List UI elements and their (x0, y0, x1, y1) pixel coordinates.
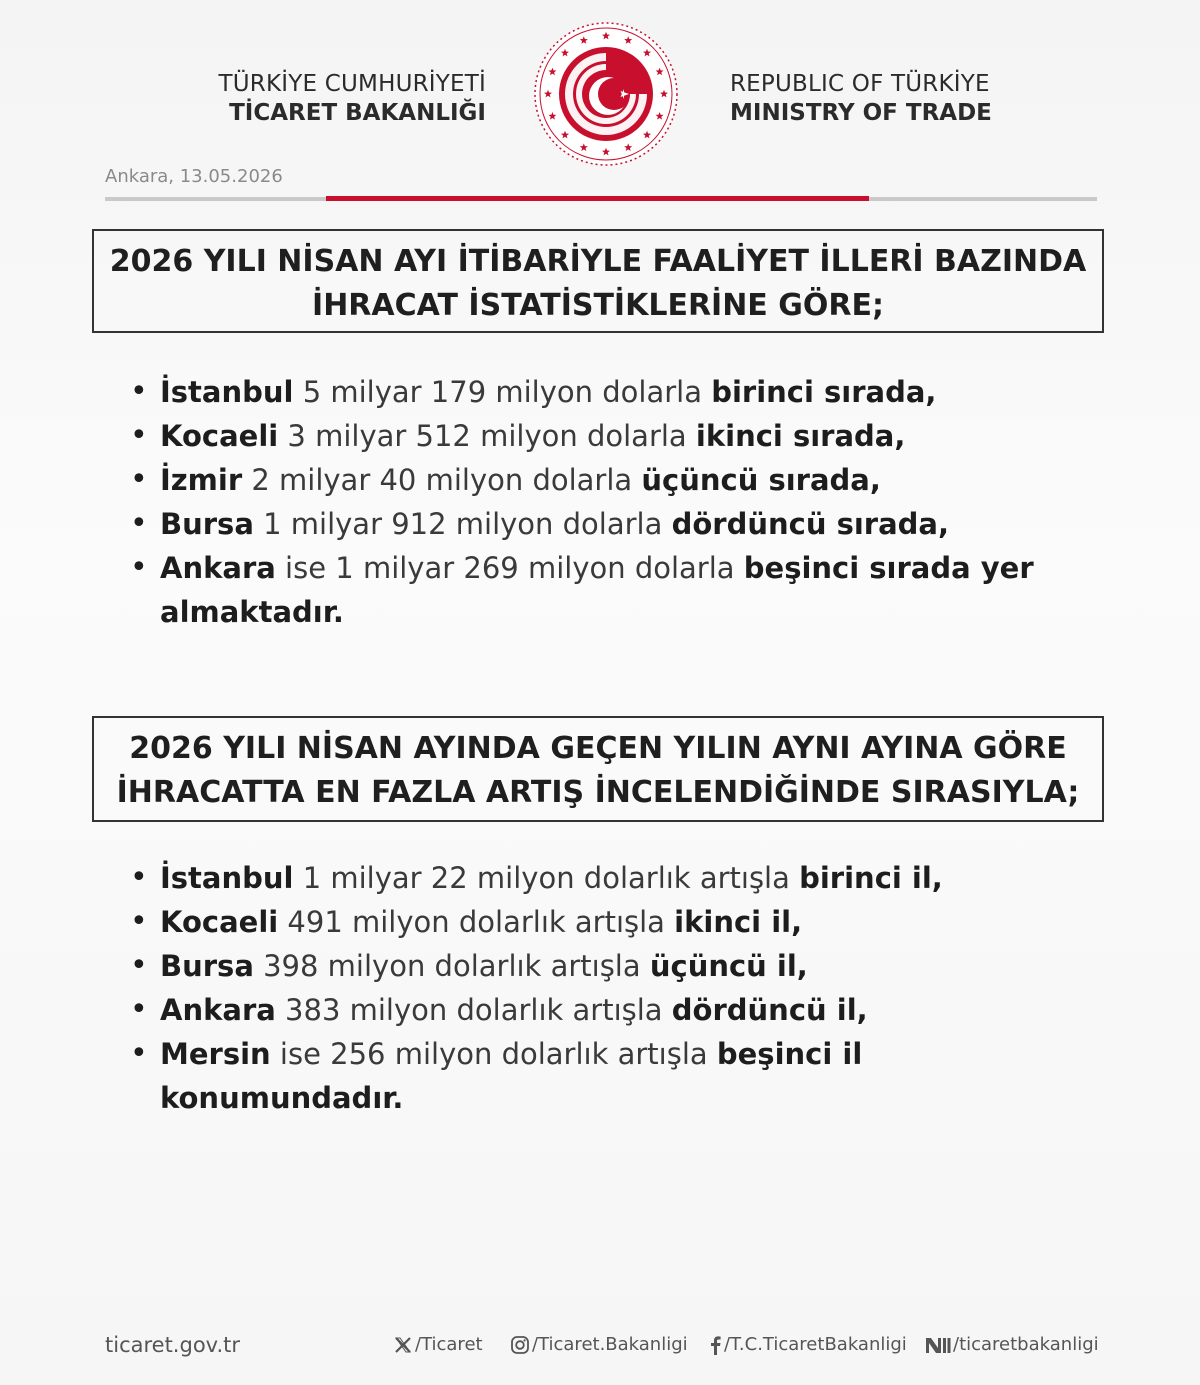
section1-list (130, 370, 1090, 634)
list-item (130, 546, 1090, 634)
social-nsosyal-handle: /ticaretbakanligi (953, 1334, 1099, 1355)
social-facebook-link[interactable] (708, 1334, 907, 1355)
item-text: 2 milyar 40 milyon dolarla (242, 463, 642, 497)
rank-text: birinci il, (799, 861, 943, 895)
section2-title-line2: İHRACATTA EN FAZLA ARTIŞ İNCELENDİĞİNDE SIRASIYLA; (116, 775, 1080, 810)
rank-text: beşinci sırada yer almaktadır. (160, 551, 1034, 629)
item-text: 1 milyar 912 milyon dolarla (253, 507, 672, 541)
social-nsosyal-link[interactable] (925, 1334, 1099, 1355)
city-name: Ankara (160, 993, 276, 1027)
city-name: Ankara (160, 551, 276, 585)
item-text: 1 milyar 22 milyon dolarlık artışla (293, 861, 800, 895)
rank-text: birinci sırada, (711, 375, 937, 409)
social-instagram-handle: /Ticaret.Bakanligi (532, 1334, 688, 1355)
rank-text: beşinci il konumundadır. (160, 1037, 863, 1115)
item-text: 3 milyar 512 milyon dolarla (278, 419, 696, 453)
website-link[interactable]: ticaret.gov.tr (105, 1333, 241, 1357)
section2-title-line1: 2026 YILI NİSAN AYINDA GEÇEN YILIN AYNI AYINA GÖRE (129, 731, 1067, 766)
item-text: 383 milyon dolarlık artışla (275, 993, 672, 1027)
section1-title-line1: 2026 YILI NİSAN AYI İTİBARİYLE FAALİYET İLLERİ BAZINDA (109, 244, 1087, 279)
list-item (130, 944, 1090, 988)
city-name: İstanbul (160, 861, 294, 895)
list-item (130, 370, 1090, 414)
header-left-line1: TÜRKİYE CUMHURİYETİ (218, 71, 486, 97)
ministry-emblem-icon (532, 20, 680, 168)
city-name: Kocaeli (160, 905, 279, 939)
list-item (130, 502, 1090, 546)
x-icon (393, 1335, 413, 1355)
header-english-title (730, 70, 1030, 128)
list-item (130, 900, 1090, 944)
rank-text: dördüncü sırada, (671, 507, 949, 541)
rank-text: üçüncü il, (649, 949, 808, 983)
item-text: 5 milyar 179 milyon dolarla (293, 375, 712, 409)
header-right-line1: REPUBLIC OF TÜRKİYE (730, 71, 990, 97)
city-name: İstanbul (160, 375, 294, 409)
item-text: ise 256 milyon dolarlık artışla (270, 1037, 717, 1071)
nsosyal-icon (925, 1335, 951, 1355)
social-x-link[interactable] (393, 1334, 483, 1355)
city-name: Bursa (160, 507, 254, 541)
instagram-icon (510, 1335, 530, 1355)
social-instagram-link[interactable] (510, 1334, 688, 1355)
city-name: İzmir (160, 463, 243, 497)
city-name: Bursa (160, 949, 254, 983)
rank-text: üçüncü sırada, (641, 463, 881, 497)
rank-text: ikinci sırada, (695, 419, 906, 453)
list-item (130, 414, 1090, 458)
section2-list (130, 856, 1090, 1120)
header-turkish-title (170, 70, 486, 128)
list-item (130, 856, 1090, 900)
social-x-handle: /Ticaret (415, 1334, 483, 1355)
section2-title-box (92, 716, 1104, 822)
divider-accent (326, 196, 869, 201)
city-name: Kocaeli (160, 419, 279, 453)
section1-title-line2: İHRACAT İSTATİSTİKLERİNE GÖRE; (312, 288, 884, 323)
list-item (130, 1032, 1090, 1120)
social-facebook-handle: /T.C.TicaretBakanligi (724, 1334, 907, 1355)
rank-text: dördüncü il, (671, 993, 868, 1027)
header-left-line2: TİCARET BAKANLIĞI (229, 100, 486, 126)
list-item (130, 458, 1090, 502)
item-text: 491 milyon dolarlık artışla (278, 905, 675, 939)
item-text: 398 milyon dolarlık artışla (253, 949, 650, 983)
header-right-line2: MINISTRY OF TRADE (730, 100, 992, 126)
facebook-icon (708, 1335, 722, 1355)
city-name: Mersin (160, 1037, 271, 1071)
rank-text: ikinci il, (674, 905, 803, 939)
section1-title-box (92, 229, 1104, 333)
list-item (130, 988, 1090, 1032)
item-text: ise 1 milyar 269 milyon dolarla (275, 551, 744, 585)
date-line: Ankara, 13.05.2026 (105, 166, 283, 187)
